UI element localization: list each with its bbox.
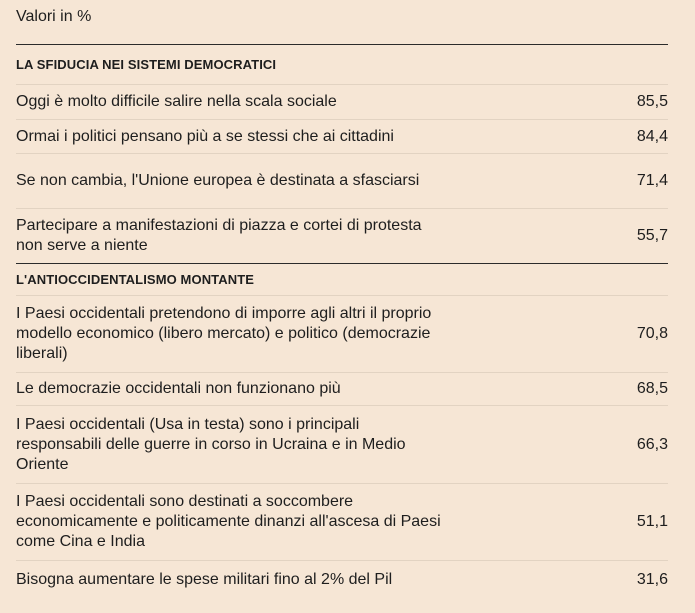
section-title-democratic-distrust: LA SFIDUCIA NEI SISTEMI DEMOCRATICI xyxy=(16,45,668,85)
row-label: Oggi è molto difficile salire nella scala sociale xyxy=(16,93,337,110)
table-row xyxy=(16,154,668,209)
row-label: Le democrazie occidentali non funzionano più xyxy=(16,380,341,397)
row-label: I Paesi occidentali sono destinati a soccombere economicamente e politicamente dinanzi all'ascesa di Paesi come Cina e India xyxy=(16,493,441,550)
row-value: 51,1 xyxy=(636,513,668,530)
table-row xyxy=(16,373,668,406)
row-value: 68,5 xyxy=(636,380,668,397)
table-row xyxy=(16,561,668,598)
row-value: 66,3 xyxy=(636,435,668,453)
row-value: 55,7 xyxy=(636,227,668,244)
row-label: I Paesi occidentali (Usa in testa) sono i principali responsabili delle guerre in corso in Ucraina e in Medio Oriente xyxy=(16,415,406,473)
row-value: 70,8 xyxy=(636,325,668,342)
section-title-anti-westernism: L'ANTIOCCIDENTALISMO MONTANTE xyxy=(16,264,668,296)
table-row xyxy=(16,209,668,263)
table-row xyxy=(16,484,668,561)
table-row xyxy=(16,120,668,154)
table-row xyxy=(16,406,668,484)
row-label: Bisogna aumentare le spese militari fino al 2% del Pil xyxy=(16,570,393,588)
row-value: 31,6 xyxy=(636,570,668,588)
row-value: 85,5 xyxy=(636,93,668,110)
units-note: Valori in % xyxy=(16,8,92,25)
row-label: Partecipare a manifestazioni di piazza e cortei di protesta non serve a niente xyxy=(16,217,422,254)
row-label: I Paesi occidentali pretendono di imporre agli altri il proprio modello economico (libero mercato) e politico (democrazie liberali) xyxy=(16,305,432,362)
row-label: Se non cambia, l'Unione europea è destinata a sfasciarsi xyxy=(16,172,420,189)
row-value: 71,4 xyxy=(636,172,668,189)
table-row xyxy=(16,85,668,120)
row-label: Ormai i politici pensano più a se stessi che ai cittadini xyxy=(16,127,394,145)
table-row xyxy=(16,296,668,373)
row-value: 84,4 xyxy=(636,127,668,145)
